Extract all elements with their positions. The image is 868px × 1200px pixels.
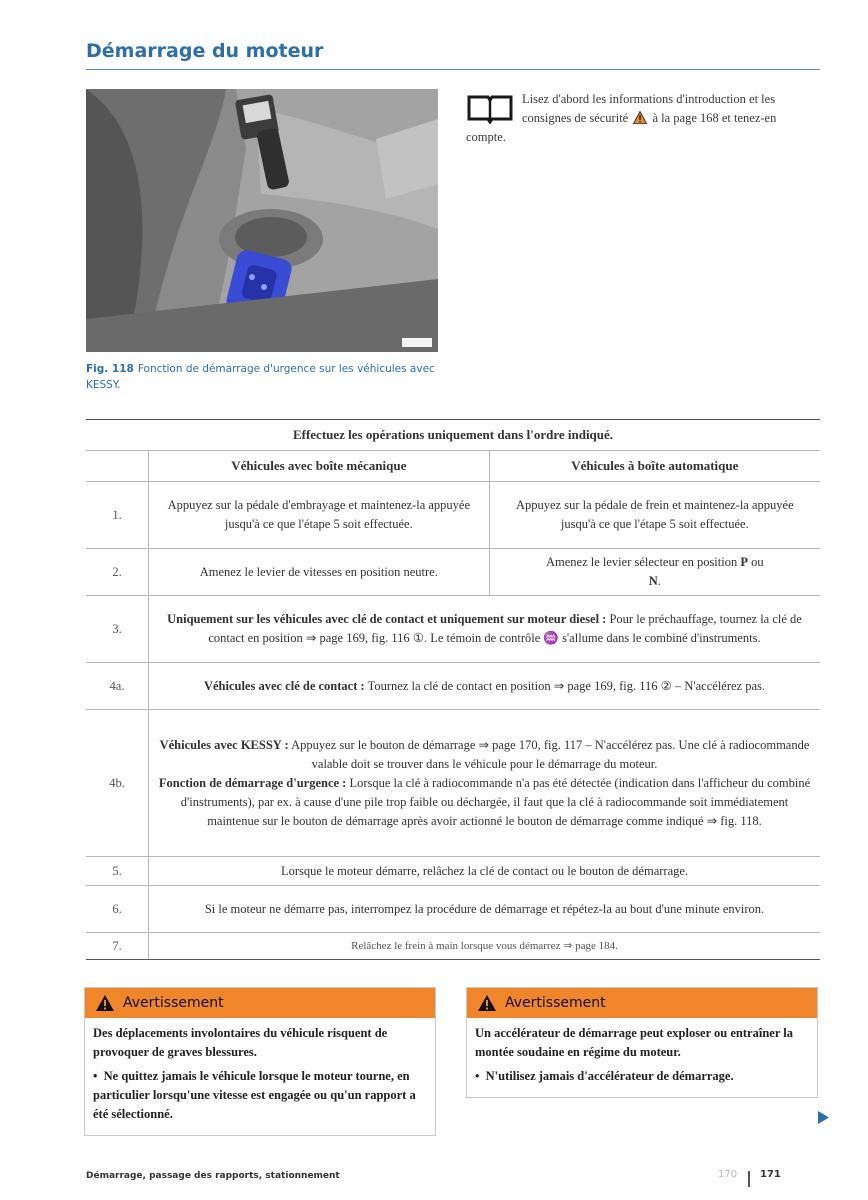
book-icon [466, 92, 514, 124]
step-text: Véhicules avec clé de contact : Tournez la clé de contact en position ⇒ page 169, fig. 116 ② – N'accélérez pas. [149, 663, 821, 710]
warning-triangle-icon [477, 994, 497, 1012]
step-number: 2. [86, 549, 149, 596]
step-manual: Appuyez sur la pédale d'embrayage et maintenez-la appuyée jusqu'à ce que l'étape 5 soit effectuée. [149, 482, 490, 549]
title-rule [86, 69, 820, 70]
step-text: Relâchez le frein à main lorsque vous démarrez ⇒ page 184. [149, 933, 821, 960]
table-row [86, 482, 820, 549]
warning-triangle-icon [633, 111, 647, 124]
step-auto: Appuyez sur la pédale de frein et maintenez-la appuyée jusqu'à ce que l'étape 5 soit effectuée. [489, 482, 820, 549]
table-row [86, 886, 820, 933]
step-number: 3. [86, 596, 149, 663]
step-number: 5. [86, 857, 149, 886]
step-text: Lorsque le moteur démarre, relâchez la clé de contact ou le bouton de démarrage. [149, 857, 821, 886]
figure-code [402, 338, 432, 347]
steps-table [86, 419, 820, 960]
table-row [86, 663, 820, 710]
step-text: Si le moteur ne démarre pas, interrompez la procédure de démarrage et répétez-la au bout d'une minute environ. [149, 886, 821, 933]
table-title-row [86, 420, 820, 451]
column-header-auto: Véhicules à boîte automatique [489, 451, 820, 482]
figure-caption-text: Fonction de démarrage d'urgence sur les véhicules avec KESSY. [86, 363, 435, 391]
table-row [86, 596, 820, 663]
warning-bullet: • N'utilisez jamais d'accélérateur de démarrage. [475, 1069, 734, 1083]
column-header-manual: Véhicules avec boîte mécanique [149, 451, 490, 482]
page-separator [748, 1171, 750, 1187]
table-row [86, 549, 820, 596]
warning-title: Avertissement [505, 995, 606, 1011]
continue-arrow-icon [818, 1111, 829, 1124]
step-number: 1. [86, 482, 149, 549]
table-row [86, 710, 820, 857]
intro-note [466, 90, 818, 147]
warning-box [466, 987, 818, 1098]
step-text: Uniquement sur les véhicules avec clé de contact et uniquement sur moteur diesel : Pour le préchauffage, tournez la clé de contact en position ⇒ page 169, fig. 116 ①. Le témoin de contrôle ⁠♒ s'allume dans le combiné d'instruments. [149, 596, 821, 663]
warning-lead: Un accélérateur de démarrage peut exploser ou entraîner la montée soudaine en régime du moteur. [475, 1026, 793, 1059]
gear-p: P [740, 555, 748, 569]
intro-text-after: à la page 168 et tenez-en compte. [466, 111, 777, 144]
warning-body [85, 1018, 435, 1135]
gear-n: N [648, 574, 658, 588]
step-number: 7. [86, 933, 149, 960]
figure-emergency-start [86, 89, 438, 352]
warning-lead: Des déplacements involontaires du véhicule risquent de provoquer de graves blessures. [93, 1026, 388, 1059]
warning-title: Avertissement [123, 995, 224, 1011]
table-header-row [86, 451, 820, 482]
step-number: 6. [86, 886, 149, 933]
warning-header [467, 988, 817, 1018]
warning-header [85, 988, 435, 1018]
page-title: Démarrage du moteur [86, 40, 324, 62]
step-number: 4a. [86, 663, 149, 710]
ignition-photo [86, 89, 438, 352]
table-row [86, 933, 820, 960]
warning-triangle-icon [95, 994, 115, 1012]
step-auto: Amenez le levier sélecteur en position P ou N. [489, 549, 820, 596]
warning-box [84, 987, 436, 1136]
step-manual: Amenez le levier de vitesses en position neutre. [149, 549, 490, 596]
warning-body [467, 1018, 817, 1097]
page-number-right: 171 [760, 1169, 781, 1180]
intro-text-before: Lisez d'abord les informations d'introduction et les consignes de sécurité [522, 92, 776, 125]
figure-label: Fig. 118 [86, 363, 134, 375]
figure-caption [86, 361, 436, 393]
table-title: Effectuez les opérations uniquement dans l'ordre indiqué. [86, 420, 820, 451]
step-number: 4b. [86, 710, 149, 857]
footer-section: Démarrage, passage des rapports, stationnement [86, 1171, 340, 1181]
warning-bullet: • Ne quittez jamais le véhicule lorsque le moteur tourne, en particulier lorsqu'une vitesse est engagée ou qu'un rapport a été sélectionné. [93, 1069, 416, 1121]
table-row [86, 857, 820, 886]
page-number-left: 170 [718, 1169, 738, 1180]
step-text: Véhicules avec KESSY : Appuyez sur le bouton de démarrage ⇒ page 170, fig. 117 – N'accélérez pas. Une clé à radiocommande valable doit se trouver dans le véhicule pour le démarrage du moteur. Fonction de démarrage d'urgence : Lorsque la clé à radiocommande n'a pas été détectée (indication dans l'afficheur du combiné d'instruments), par ex. à cause d'une pile trop faible ou déchargée, il faut que la clé à radiocommande soit immédiatement maintenue sur le bouton de démarrage après avoir actionné le bouton de démarrage comme indiqué ⇒ fig. 118. [149, 710, 821, 857]
